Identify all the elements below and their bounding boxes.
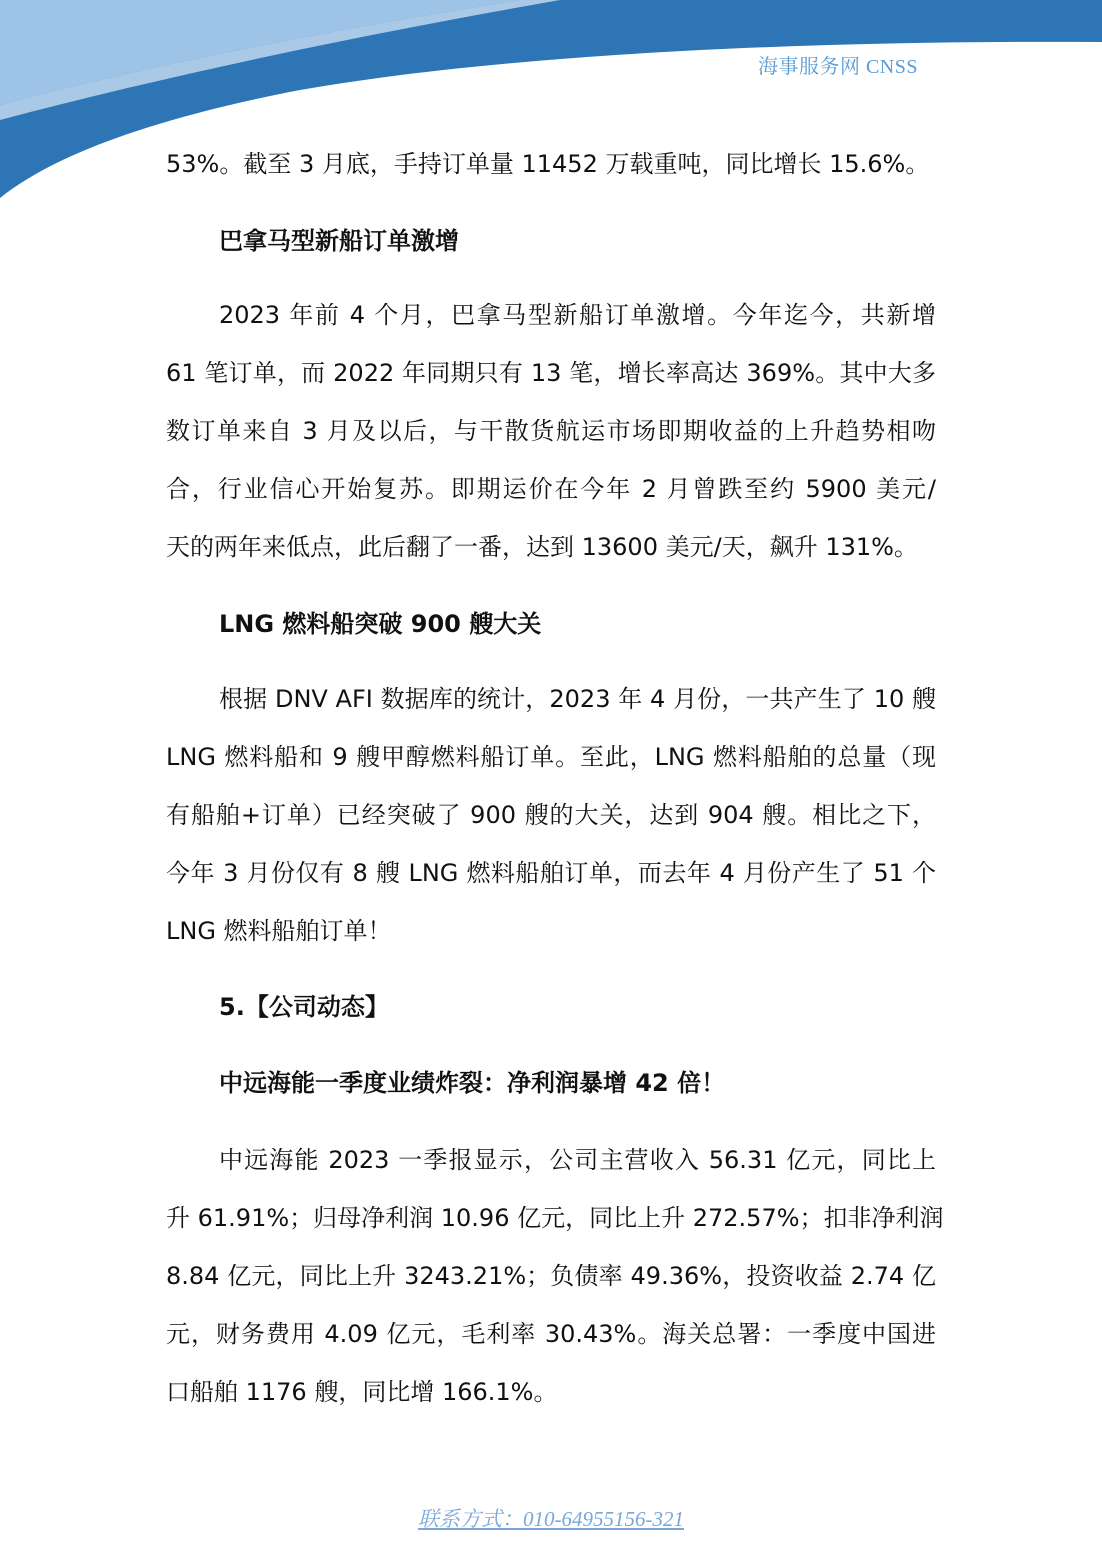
text-line: 数订单来自 3 月及以后，与干散货航运市场即期收益的上升趋势相吻 bbox=[166, 417, 936, 445]
text-line: 中远海能 2023 一季报显示，公司主营收入 56.31 亿元，同比上 bbox=[219, 1146, 936, 1174]
text-line: 根据 DNV AFI 数据库的统计，2023 年 4 月份，一共产生了 10 艘 bbox=[219, 685, 936, 713]
paragraph-panamax bbox=[166, 286, 936, 576]
paragraph-order-backlog bbox=[166, 135, 936, 193]
text-line: 今年 3 月份仅有 8 艘 LNG 燃料船舶订单，而去年 4 月份产生了 51 个 bbox=[166, 859, 936, 887]
text-line: 口船舶 1176 艘，同比增 166.1%。 bbox=[166, 1378, 558, 1406]
text-line: 元，财务费用 4.09 亿元，毛利率 30.43%。海关总署：一季度中国进 bbox=[166, 1320, 936, 1348]
text-line: 61 笔订单，而 2022 年同期只有 13 笔，增长率高达 369%。其中大多 bbox=[166, 359, 936, 387]
paragraph-cosco bbox=[166, 1131, 944, 1421]
text-line: 合，行业信心开始复苏。即期运价在今年 2 月曾跌至约 5900 美元/ bbox=[166, 475, 936, 503]
paragraph-lng bbox=[166, 670, 936, 960]
text-line: 升 61.91%；归母净利润 10.96 亿元，同比上升 272.57%；扣非净利润 bbox=[166, 1204, 944, 1232]
text-line: 8.84 亿元，同比上升 3243.21%；负债率 49.36%，投资收益 2.74 亿 bbox=[166, 1262, 936, 1290]
text-line: LNG 燃料船舶订单！ bbox=[166, 917, 392, 945]
text-line: 有船舶+订单）已经突破了 900 艘的大关，达到 904 艘。相比之下， bbox=[166, 801, 936, 829]
text-line: 天的两年来低点，此后翻了一番，达到 13600 美元/天，飙升 131%。 bbox=[166, 533, 918, 561]
heading-cosco-results: 中远海能一季度业绩炸裂：净利润暴增 42 倍！ bbox=[219, 1069, 726, 1097]
text-line: 53%。截至 3 月底，手持订单量 11452 万载重吨，同比增长 15.6%。 bbox=[166, 150, 930, 178]
site-name: 海事服务网 CNSS bbox=[757, 56, 918, 78]
text-line: LNG 燃料船和 9 艘甲醇燃料船订单。至此，LNG 燃料船舶的总量（现 bbox=[166, 743, 936, 771]
footer-contact: 联系方式：010-64955156-321 bbox=[418, 1507, 684, 1531]
text-line: 2023 年前 4 个月，巴拿马型新船订单激增。今年迄今，共新增 bbox=[219, 301, 936, 329]
heading-company-news: 5.【公司动态】 bbox=[219, 993, 389, 1021]
heading-lng-ships: LNG 燃料船突破 900 艘大关 bbox=[219, 610, 542, 638]
heading-panamax-orders: 巴拿马型新船订单激增 bbox=[219, 227, 459, 255]
